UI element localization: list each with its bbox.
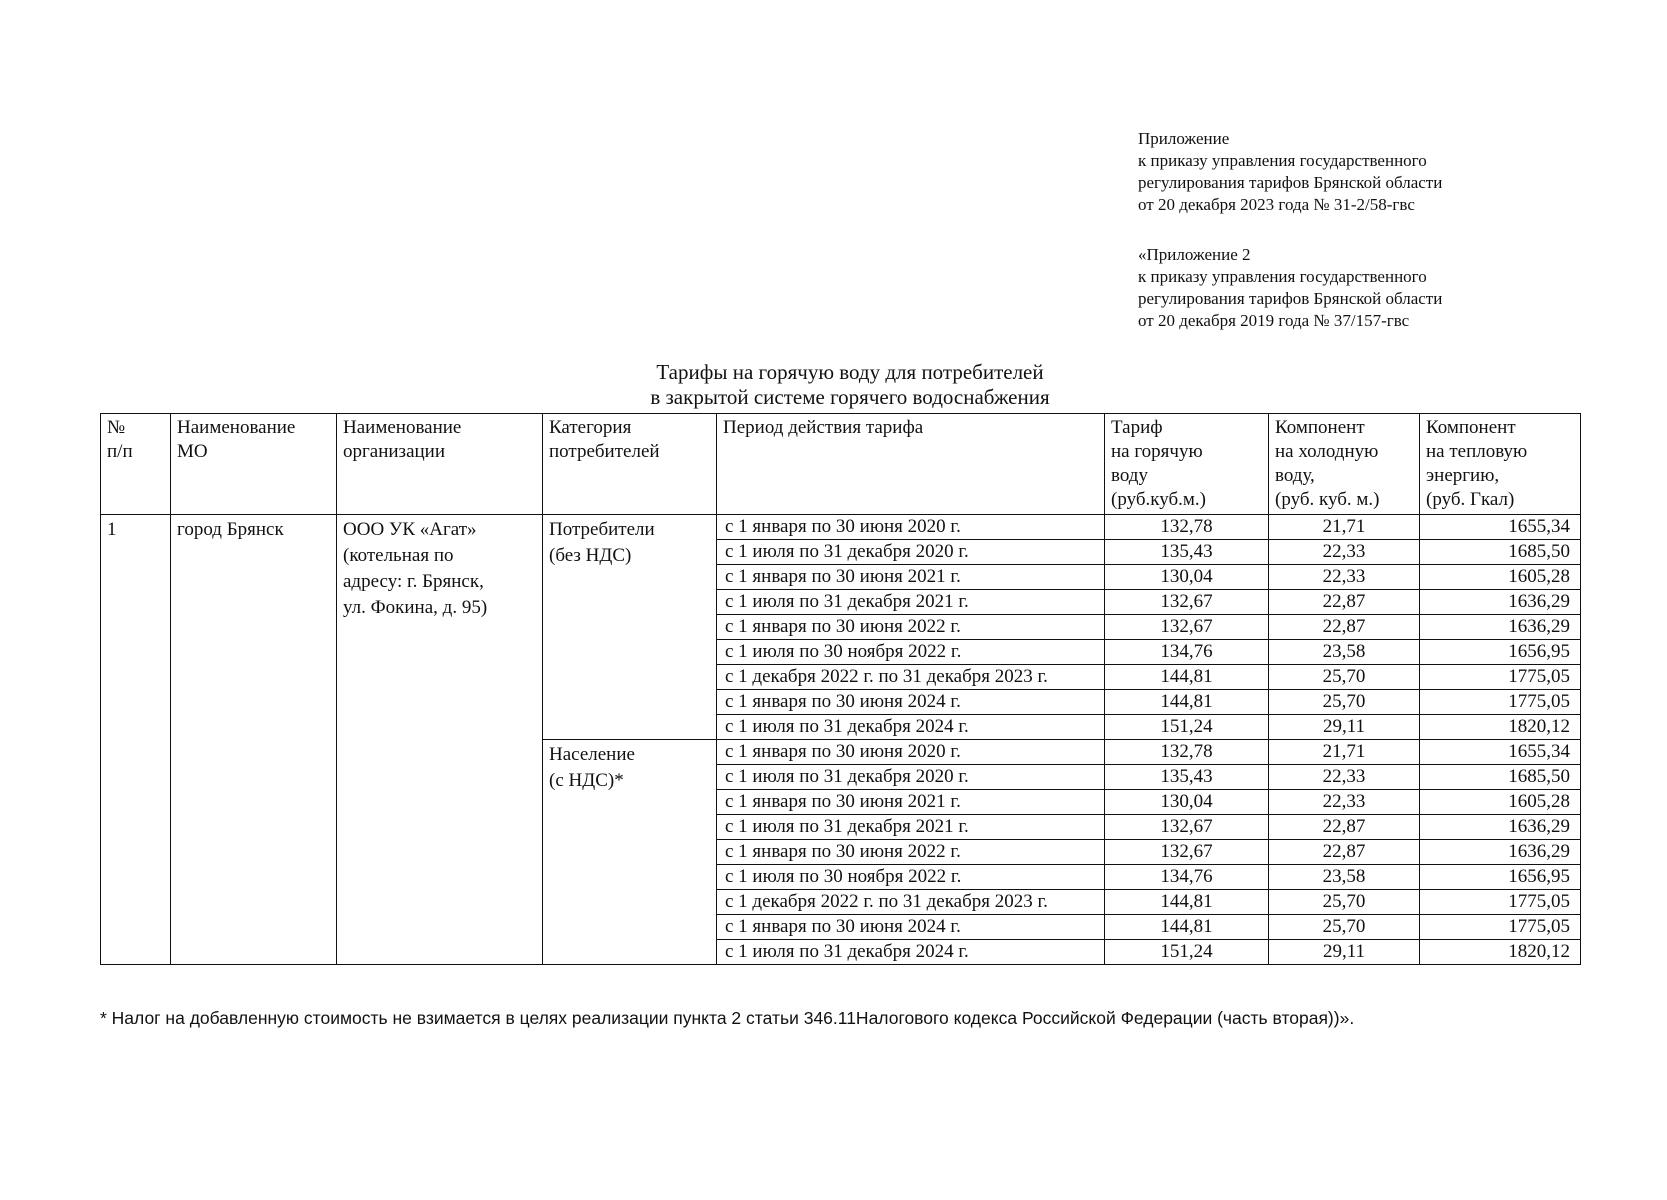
tariff-period: с 1 января по 30 июня 2021 г. — [717, 565, 1105, 590]
header-tariff — [1105, 414, 1269, 515]
header-category — [543, 414, 717, 515]
heat-energy-component: 1656,95 — [1420, 640, 1581, 665]
heat-energy-component: 1636,29 — [1420, 840, 1581, 865]
cold-water-component: 29,11 — [1269, 715, 1420, 740]
tariff-period: с 1 июля по 30 ноября 2022 г. — [717, 640, 1105, 665]
cold-water-component: 22,87 — [1269, 840, 1420, 865]
heat-energy-component: 1655,34 — [1420, 515, 1581, 540]
tariff-table — [100, 413, 1581, 965]
tariff-period: с 1 июля по 31 декабря 2021 г. — [717, 815, 1105, 840]
heat-energy-component: 1605,28 — [1420, 565, 1581, 590]
header-text: (руб. куб. м.) — [1275, 489, 1380, 510]
tariff-period: с 1 июля по 31 декабря 2020 г. — [717, 765, 1105, 790]
header-text: Тариф — [1111, 417, 1163, 438]
header-text: (руб.куб.м.) — [1111, 489, 1206, 510]
cold-water-component: 23,58 — [1269, 640, 1420, 665]
hot-water-tariff: 144,81 — [1105, 690, 1269, 715]
heat-energy-component: 1775,05 — [1420, 690, 1581, 715]
hot-water-tariff: 132,67 — [1105, 815, 1269, 840]
header-period — [717, 414, 1105, 515]
tariff-period: с 1 декабря 2022 г. по 31 декабря 2023 г. — [717, 890, 1105, 915]
cold-water-component: 22,33 — [1269, 540, 1420, 565]
heat-energy-component: 1775,05 — [1420, 665, 1581, 690]
cold-water-component: 22,87 — [1269, 815, 1420, 840]
header-text: Наименование — [177, 417, 296, 438]
consumer-category-line: (без НДС) — [549, 545, 632, 566]
tariff-period: с 1 января по 30 июня 2022 г. — [717, 615, 1105, 640]
heat-energy-component: 1775,05 — [1420, 915, 1581, 940]
annex-line: от 20 декабря 2023 года № 31-2/58-гвс — [1138, 195, 1415, 214]
tariff-period: с 1 декабря 2022 г. по 31 декабря 2023 г. — [717, 665, 1105, 690]
header-text: Период действия тарифа — [723, 417, 924, 438]
consumer-category-line: Население — [549, 744, 635, 765]
organization-name-line: ул. Фокина, д. 95) — [343, 597, 488, 618]
hot-water-tariff: 144,81 — [1105, 915, 1269, 940]
header-text: организации — [343, 441, 446, 462]
consumer-category — [543, 740, 717, 965]
hot-water-tariff: 151,24 — [1105, 940, 1269, 965]
cold-water-component: 23,58 — [1269, 865, 1420, 890]
hot-water-tariff: 132,67 — [1105, 590, 1269, 615]
hot-water-tariff: 132,78 — [1105, 740, 1269, 765]
tariff-period: с 1 января по 30 июня 2022 г. — [717, 840, 1105, 865]
hot-water-tariff: 135,43 — [1105, 540, 1269, 565]
heat-energy-component: 1820,12 — [1420, 715, 1581, 740]
annex-2-line: к приказу управления государственного — [1138, 267, 1427, 286]
cold-water-component: 25,70 — [1269, 890, 1420, 915]
cold-water-component: 25,70 — [1269, 915, 1420, 940]
header-heat-energy — [1420, 414, 1581, 515]
hot-water-tariff: 134,76 — [1105, 865, 1269, 890]
header-text: Наименование — [343, 417, 462, 438]
hot-water-tariff: 151,24 — [1105, 715, 1269, 740]
organization-name-line: адресу: г. Брянск, — [343, 571, 484, 592]
hot-water-tariff: 130,04 — [1105, 565, 1269, 590]
annex-2-line: от 20 декабря 2019 года № 37/157-гвс — [1138, 311, 1410, 330]
annex-line: к приказу управления государственного — [1138, 151, 1427, 170]
annex-line: Приложение — [1138, 129, 1230, 148]
cold-water-component: 21,71 — [1269, 740, 1420, 765]
heat-energy-component: 1656,95 — [1420, 865, 1581, 890]
organization-name-line: ООО УК «Агат» — [343, 519, 477, 540]
tariff-period: с 1 января по 30 июня 2024 г. — [717, 915, 1105, 940]
tariff-period: с 1 июля по 31 декабря 2021 г. — [717, 590, 1105, 615]
hot-water-tariff: 132,78 — [1105, 515, 1269, 540]
heat-energy-component: 1636,29 — [1420, 590, 1581, 615]
hot-water-tariff: 134,76 — [1105, 640, 1269, 665]
document-title — [560, 360, 1140, 410]
cold-water-component: 21,71 — [1269, 515, 1420, 540]
table-header — [101, 414, 1581, 515]
table-body — [101, 515, 1581, 965]
annex-2-header — [1138, 244, 1638, 332]
header-text: воду — [1111, 465, 1148, 486]
hot-water-tariff: 132,67 — [1105, 840, 1269, 865]
annex-2-line: регулирования тарифов Брянской области — [1138, 289, 1443, 308]
tariff-period: с 1 января по 30 июня 2024 г. — [717, 690, 1105, 715]
cold-water-component: 22,33 — [1269, 565, 1420, 590]
hot-water-tariff: 144,81 — [1105, 890, 1269, 915]
cold-water-component: 29,11 — [1269, 940, 1420, 965]
tariff-period: с 1 июля по 31 декабря 2020 г. — [717, 540, 1105, 565]
heat-energy-component: 1685,50 — [1420, 540, 1581, 565]
header-text: Категория — [549, 417, 632, 438]
title-line: в закрытой системе горячего водоснабжения — [650, 385, 1050, 409]
header-text: на холодную — [1275, 441, 1379, 462]
annex-line: регулирования тарифов Брянской области — [1138, 173, 1443, 192]
header-organization — [337, 414, 543, 515]
hot-water-tariff: 135,43 — [1105, 765, 1269, 790]
tariff-period: с 1 января по 30 июня 2020 г. — [717, 740, 1105, 765]
tariff-period: с 1 января по 30 июня 2021 г. — [717, 790, 1105, 815]
row-number: 1 — [101, 515, 171, 965]
heat-energy-component: 1820,12 — [1420, 940, 1581, 965]
tariff-period: с 1 января по 30 июня 2020 г. — [717, 515, 1105, 540]
tariff-period: с 1 июля по 30 ноября 2022 г. — [717, 865, 1105, 890]
title-line: Тарифы на горячую воду для потребителей — [656, 360, 1044, 384]
heat-energy-component: 1655,34 — [1420, 740, 1581, 765]
header-text: потребителей — [549, 441, 660, 462]
header-text: МО — [177, 441, 208, 462]
municipality-name: город Брянск — [171, 515, 337, 965]
heat-energy-component: 1605,28 — [1420, 790, 1581, 815]
consumer-category-line: Потребители — [549, 519, 655, 540]
consumer-category-line: (с НДС)* — [549, 770, 624, 791]
header-text: п/п — [107, 441, 133, 462]
tariff-period: с 1 июля по 31 декабря 2024 г. — [717, 940, 1105, 965]
cold-water-component: 22,33 — [1269, 790, 1420, 815]
cold-water-component: 22,87 — [1269, 590, 1420, 615]
cold-water-component: 25,70 — [1269, 665, 1420, 690]
consumer-category — [543, 515, 717, 740]
header-number — [101, 414, 171, 515]
header-text: на горячую — [1111, 441, 1203, 462]
header-cold-water — [1269, 414, 1420, 515]
header-text: воду, — [1275, 465, 1315, 486]
heat-energy-component: 1685,50 — [1420, 765, 1581, 790]
cold-water-component: 25,70 — [1269, 690, 1420, 715]
footnote: * Налог на добавленную стоимость не взимается в целях реализации пункта 2 статьи 346.11Налогового кодекса Российской Федерации (часть вторая))». — [100, 1008, 1355, 1028]
annex-header — [1138, 128, 1638, 216]
heat-energy-component: 1636,29 — [1420, 615, 1581, 640]
cold-water-component: 22,33 — [1269, 765, 1420, 790]
cold-water-component: 22,87 — [1269, 615, 1420, 640]
header-text: (руб. Гкал) — [1426, 489, 1515, 510]
header-text: на тепловую — [1426, 441, 1528, 462]
hot-water-tariff: 144,81 — [1105, 665, 1269, 690]
header-text: Компонент — [1275, 417, 1365, 438]
tariff-period: с 1 июля по 31 декабря 2024 г. — [717, 715, 1105, 740]
header-text: № — [107, 417, 126, 438]
header-text: Компонент — [1426, 417, 1516, 438]
table-row — [101, 515, 1581, 540]
annex-2-line: «Приложение 2 — [1138, 245, 1251, 264]
organization-name-line: (котельная по — [343, 545, 454, 566]
header-row — [101, 414, 1581, 515]
heat-energy-component: 1636,29 — [1420, 815, 1581, 840]
heat-energy-component: 1775,05 — [1420, 890, 1581, 915]
hot-water-tariff: 130,04 — [1105, 790, 1269, 815]
header-municipality — [171, 414, 337, 515]
organization-name — [337, 515, 543, 965]
header-text: энергию, — [1426, 465, 1500, 486]
hot-water-tariff: 132,67 — [1105, 615, 1269, 640]
